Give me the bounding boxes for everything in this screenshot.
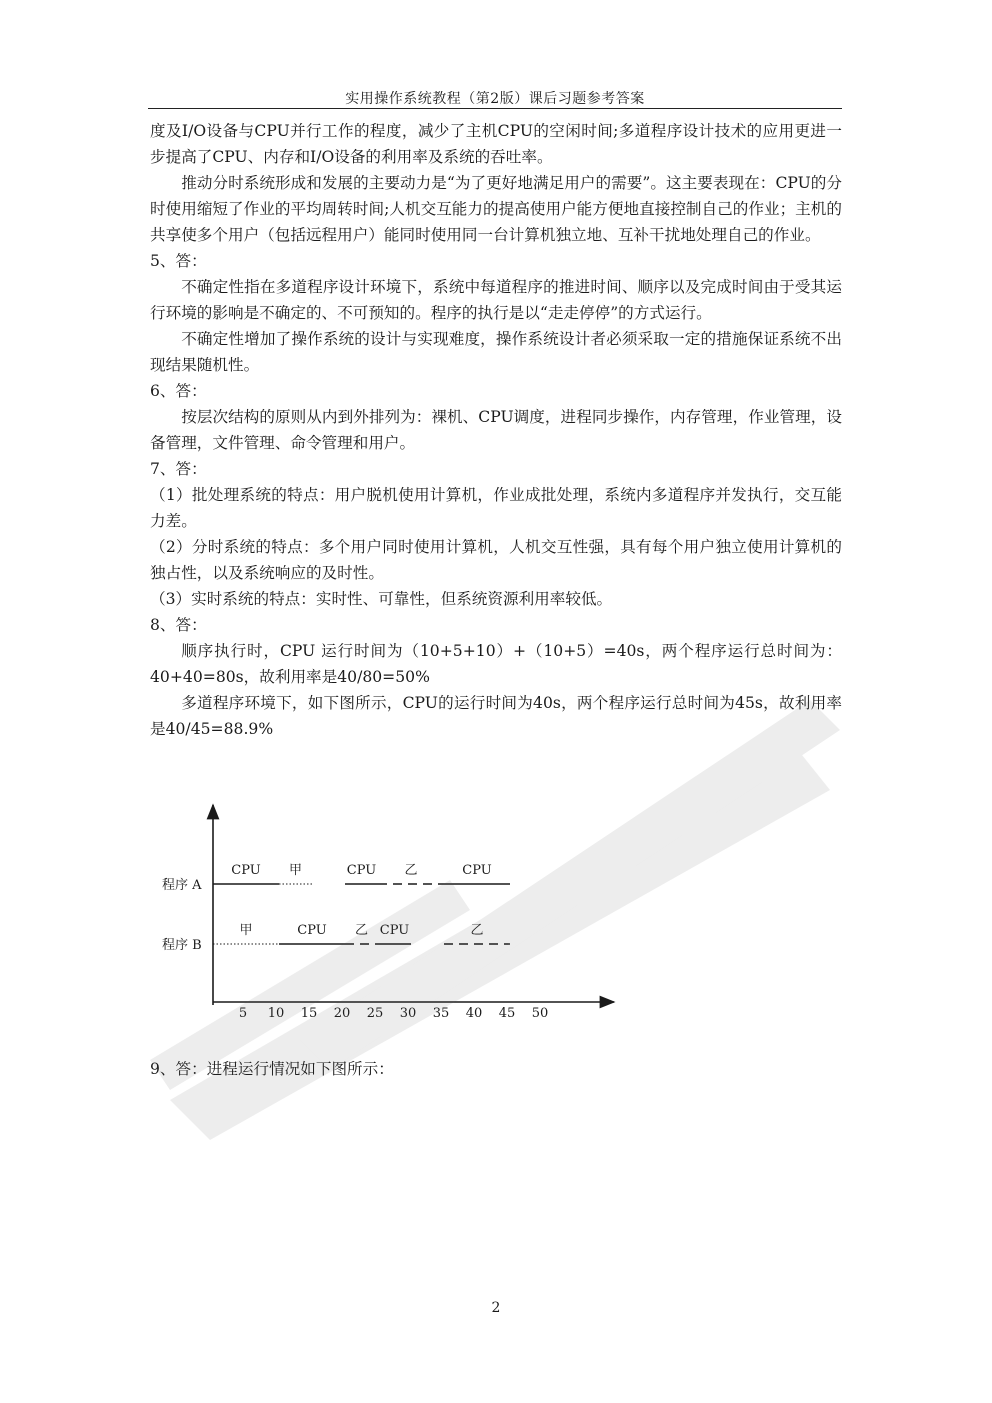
- paragraph-time-sharing: 推动分时系统形成和发展的主要动力是“为了更好地满足用户的需要”。这主要表现在：CPU的分时使用缩短了作业的平均周转时间;人机交互能力的提高使用户能方便地直接控制自己的作业；主机的共享使多个用户（包括远程用户）能同时使用同一台计算机独立地、互补干扰地处理自己的作业。: [150, 174, 842, 244]
- segment-label: 乙: [404, 863, 418, 878]
- paragraph-multiprogram-utilization: 多道程序环境下，如下图所示，CPU的运行时间为40s，两个程序运行总时间为45s，故利用率是40/45=88.9%: [150, 694, 842, 738]
- row-label: 程序 B: [162, 938, 202, 953]
- running-header: 实用操作系统教程（第2版）课后习题参考答案: [345, 91, 645, 107]
- header-rule: [148, 108, 842, 109]
- answer-heading-5: 5、答：: [150, 252, 207, 270]
- paragraph-time-sharing-system: （2）分时系统的特点：多个用户同时使用计算机，人机交互性强，具有每个用户独立使用计算机的独占性，以及系统响应的及时性。: [150, 538, 842, 582]
- paragraph-real-time-system: （3）实时系统的特点：实时性、可靠性，但系统资源利用率较低。: [150, 590, 613, 608]
- x-tick-label: 25: [366, 1006, 384, 1021]
- paragraph-batch-system: （1）批处理系统的特点：用户脱机使用计算机，作业成批处理，系统内多道程序并发执行，交互能力差。: [150, 486, 842, 530]
- x-tick-label: 45: [498, 1006, 516, 1021]
- body-text: [150, 118, 842, 742]
- x-tick-label: 10: [267, 1006, 285, 1021]
- paragraph-multiprogramming: 度及I/O设备与CPU并行工作的程度，减少了主机CPU的空闲时间;多道程序设计技术的应用更进一步提高了CPU、内存和I/O设备的利用率及系统的吞吐率。: [150, 122, 842, 166]
- paragraph-uncertainty-design: 不确定性增加了操作系统的设计与实现难度，操作系统设计者必须采取一定的措施保证系统不出现结果随机性。: [150, 330, 842, 374]
- paragraph-uncertainty: 不确定性指在多道程序设计环境下，系统中每道程序的推进时间、顺序以及完成时间由于受其运行环境的影响是不确定的、不可预知的。程序的执行是以“走走停停”的方式运行。: [150, 278, 842, 322]
- answer-heading-7: 7、答：: [150, 460, 207, 478]
- segment-label: CPU: [346, 863, 377, 878]
- segment-label: CPU: [297, 923, 327, 938]
- segment-label: CPU: [231, 863, 261, 878]
- segment-label: 甲: [239, 923, 253, 938]
- row-label: 程序 A: [162, 878, 202, 893]
- x-tick-label: 40: [465, 1006, 483, 1021]
- page-number: 2: [491, 1300, 501, 1316]
- paragraph-layer-structure: 按层次结构的原则从内到外排列为：裸机、CPU调度，进程同步操作，内存管理，作业管理，设备管理，文件管理、命令管理和用户。: [150, 408, 842, 452]
- segment-label: CPU: [462, 863, 492, 878]
- answer-heading-9: 9、答：进程运行情况如下图所示：: [150, 1060, 394, 1078]
- segment-label: 乙: [354, 923, 369, 938]
- segment-label: 甲: [288, 863, 303, 878]
- answer-heading-6: 6、答：: [150, 382, 207, 400]
- timing-diagram: [148, 795, 628, 1030]
- x-tick-label: 35: [432, 1006, 450, 1021]
- segment-label: 乙: [470, 923, 484, 938]
- x-tick-label: 50: [531, 1006, 549, 1021]
- x-tick-label: 5: [238, 1006, 248, 1021]
- answer-heading-8: 8、答：: [150, 616, 207, 634]
- x-tick-label: 20: [333, 1006, 351, 1021]
- x-tick-label: 15: [300, 1006, 318, 1021]
- segment-label: CPU: [379, 923, 410, 938]
- paragraph-sequential-utilization: 顺序执行时，CPU 运行时间为（10+5+10）+（10+5）=40s，两个程序运行总时间为：40+40=80s，故利用率是40/80=50%: [150, 642, 842, 686]
- x-tick-label: 30: [399, 1006, 417, 1021]
